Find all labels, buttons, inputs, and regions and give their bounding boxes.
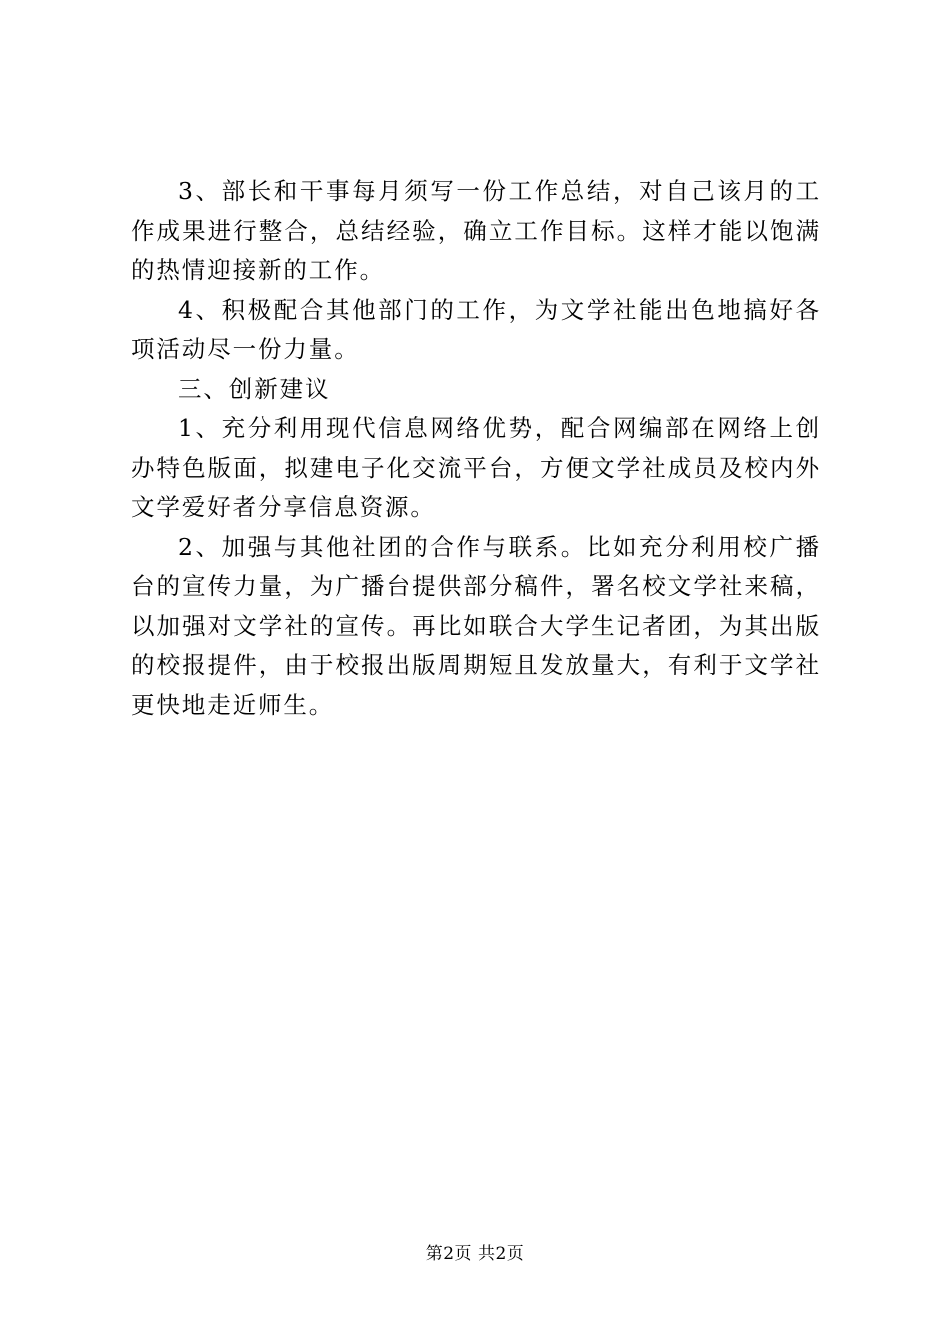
paragraph-item-3: 3、部长和干事每月须写一份工作总结，对自己该月的工作成果进行整合，总结经验，确立工作目标。这样才能以饱满的热情迎接新的工作。	[131, 177, 821, 284]
section-heading: 三、创新建议	[178, 374, 331, 403]
paragraph-item-4: 4、积极配合其他部门的工作，为文学社能出色地搞好各项活动尽一份力量。	[131, 295, 821, 363]
document-body	[131, 172, 821, 725]
page-footer: 第2页 共2页	[425, 1244, 525, 1264]
suggestion-item-2: 2、加强与其他社团的合作与联系。比如充分利用校广播台的宣传力量，为广播台提供部分稿件，署名校文学社来稿，以加强对文学社的宣传。再比如联合大学生记者团，为其出版的校报提件，由于校报出版周期短且发放量大，有利于文学社更快地走近师生。	[131, 532, 821, 719]
suggestion-item-1: 1、充分利用现代信息网络优势，配合网编部在网络上创办特色版面，拟建电子化交流平台，方便文学社成员及校内外文学爱好者分享信息资源。	[131, 414, 821, 521]
